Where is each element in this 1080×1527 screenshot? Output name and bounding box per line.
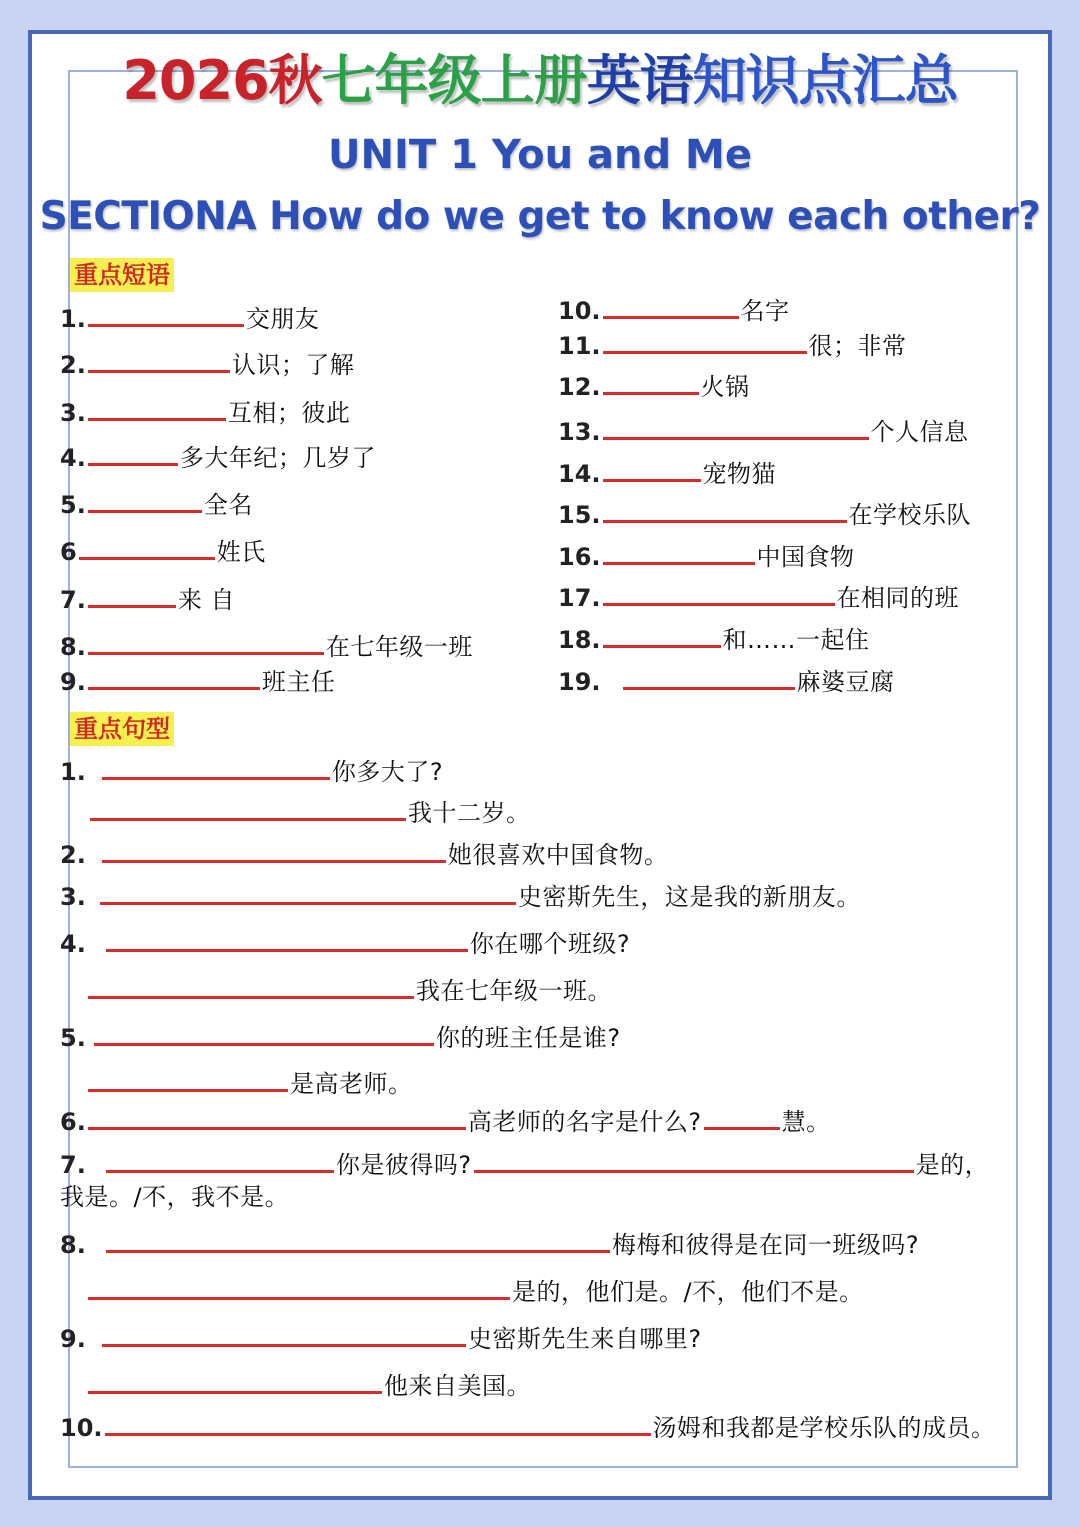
sentence-meaning: 你多大了? (331, 758, 444, 786)
sentence-row (60, 927, 630, 957)
phrase-number: 19. (558, 668, 601, 696)
phrase-number: 12. (558, 373, 601, 401)
sentence-row (60, 1105, 831, 1135)
answer-blank[interactable] (603, 581, 835, 606)
sentence-meaning: 高老师的名字是什么? (467, 1108, 702, 1136)
phrase-row (60, 665, 335, 695)
answer-blank[interactable] (704, 1105, 780, 1130)
answer-blank[interactable] (88, 665, 260, 690)
phrase-row (558, 329, 907, 359)
answer-blank[interactable] (102, 755, 330, 780)
phrase-number: 9. (60, 668, 86, 696)
answer-blank[interactable] (106, 1228, 610, 1253)
answer-blank[interactable] (603, 540, 755, 565)
sentence-meaning: 你在哪个班级? (469, 930, 631, 958)
phrase-meaning: 交朋友 (245, 305, 320, 333)
phrase-number: 8. (60, 633, 86, 661)
answer-blank[interactable] (79, 535, 215, 560)
sentence-meaning: 梅梅和彼得是在同一班级吗? (611, 1231, 920, 1259)
phrases-tag: 重点短语 (70, 258, 174, 292)
sentence-meaning: 我在七年级一班。 (416, 977, 612, 1005)
answer-blank[interactable] (94, 1021, 434, 1046)
title-year: 2026秋 (122, 49, 322, 112)
sentence-meaning: 你是彼得吗? (335, 1151, 472, 1179)
answer-blank[interactable] (88, 1275, 510, 1300)
sentence-meaning: 他来自美国。 (384, 1372, 531, 1400)
sentence-number: 7. (60, 1151, 86, 1179)
answer-blank[interactable] (88, 1067, 288, 1092)
phrase-meaning: 姓氏 (216, 538, 266, 566)
sentence-row (86, 1369, 531, 1399)
answer-blank[interactable] (603, 415, 869, 440)
answer-blank[interactable] (474, 1148, 914, 1173)
sentence-row (60, 1182, 289, 1212)
phrase-meaning: 互相；彼此 (227, 399, 351, 427)
sentence-meaning: 汤姆和我都是学校乐队的成员。 (652, 1414, 996, 1442)
sentence-meaning: 是高老师。 (290, 1070, 413, 1098)
phrase-row (60, 630, 473, 660)
sentence-meaning: 我十二岁。 (408, 799, 531, 827)
phrase-row (558, 540, 855, 570)
phrase-row (60, 348, 354, 378)
sentence-meaning: 你的班主任是谁? (435, 1024, 621, 1052)
phrase-number: 10. (558, 297, 601, 325)
sentence-meaning: 是的，他们是。/不，他们不是。 (512, 1278, 864, 1306)
phrase-number: 11. (558, 332, 601, 360)
answer-blank[interactable] (105, 1411, 651, 1436)
phrase-meaning: 中国食物 (756, 543, 855, 571)
phrase-meaning: 和……一起住 (722, 626, 870, 654)
answer-blank[interactable] (88, 630, 324, 655)
phrase-meaning: 很；非常 (808, 332, 907, 360)
sentence-meaning: 她很喜欢中国食物。 (447, 841, 669, 869)
sentence-row (60, 1021, 621, 1051)
sentence-number: 1. (60, 758, 86, 786)
sentence-row (60, 755, 443, 785)
sentence-number: 5. (60, 1024, 86, 1052)
phrase-row (558, 294, 790, 324)
phrase-number: 2. (60, 351, 86, 379)
phrase-row (558, 623, 870, 653)
phrase-number: 5. (60, 491, 86, 519)
sentence-row (60, 838, 668, 868)
phrase-meaning: 在七年级一班 (325, 633, 473, 661)
phrase-row (558, 581, 959, 611)
sentence-row (88, 796, 531, 826)
title-grade: 七年级上册 (321, 49, 587, 112)
phrase-meaning: 个人信息 (870, 418, 969, 446)
phrase-number: 16. (558, 543, 601, 571)
answer-blank[interactable] (100, 880, 516, 905)
sentence-row (60, 1411, 996, 1441)
answer-blank[interactable] (106, 927, 468, 952)
sentence-number: 2. (60, 841, 86, 869)
phrase-meaning: 全名 (203, 491, 253, 519)
answer-blank[interactable] (88, 583, 176, 608)
sentence-number: 8. (60, 1231, 86, 1259)
phrase-row (60, 535, 266, 565)
sentence-row (86, 1067, 413, 1097)
phrase-number: 4. (60, 444, 86, 472)
phrase-meaning: 名字 (740, 297, 790, 325)
sentences-tag: 重点句型 (70, 712, 174, 746)
sentence-meaning: 史密斯先生，这是我的新朋友。 (517, 883, 861, 911)
answer-blank[interactable] (88, 348, 230, 373)
page-title (0, 46, 1080, 116)
answer-blank[interactable] (603, 457, 701, 482)
sentence-meaning-2: 慧。 (781, 1108, 831, 1136)
sentence-number: 9. (60, 1325, 86, 1353)
phrase-meaning: 认识；了解 (231, 351, 355, 379)
phrase-number: 1. (60, 305, 86, 333)
answer-blank[interactable] (603, 498, 847, 523)
answer-blank[interactable] (603, 329, 807, 354)
sentence-meaning: 我是。/不，我不是。 (60, 1183, 290, 1211)
answer-blank[interactable] (88, 302, 244, 327)
answer-blank[interactable] (88, 974, 414, 999)
phrase-meaning: 在学校乐队 (848, 501, 972, 529)
phrase-meaning: 宠物猫 (702, 460, 777, 488)
phrase-number: 15. (558, 501, 601, 529)
phrase-meaning: 来 自 (177, 586, 235, 614)
phrase-meaning: 火锅 (700, 373, 750, 401)
phrase-row (60, 583, 235, 613)
phrase-number: 6 (60, 538, 77, 566)
phrase-row (558, 457, 776, 487)
phrase-row (60, 441, 376, 471)
phrase-meaning: 麻婆豆腐 (796, 668, 895, 696)
answer-blank[interactable] (603, 623, 721, 648)
section-title: SECTIONA How do we get to know each other? (39, 194, 1041, 239)
phrase-number: 17. (558, 584, 601, 612)
answer-blank[interactable] (88, 441, 178, 466)
answer-blank[interactable] (88, 1105, 466, 1130)
unit-title: UNIT 1 You and Me (328, 132, 752, 178)
answer-blank[interactable] (88, 396, 226, 421)
phrase-number: 14. (558, 460, 601, 488)
phrase-number: 13. (558, 418, 601, 446)
sentence-number: 6. (60, 1108, 86, 1136)
phrase-row (60, 488, 253, 518)
sentence-number: 3. (60, 883, 86, 911)
answer-blank[interactable] (623, 665, 795, 690)
phrase-row (558, 415, 969, 445)
phrase-number: 7. (60, 586, 86, 614)
phrase-meaning: 班主任 (261, 668, 336, 696)
phrase-row (558, 665, 895, 695)
title-summary: 知识点汇总 (692, 49, 958, 112)
sentence-row (60, 1228, 919, 1258)
answer-blank[interactable] (603, 370, 699, 395)
sentence-number: 4. (60, 930, 86, 958)
sentence-row (60, 1148, 989, 1178)
phrase-meaning: 在相同的班 (836, 584, 960, 612)
answer-blank[interactable] (603, 294, 739, 319)
answer-blank[interactable] (88, 488, 202, 513)
sentence-row (86, 974, 612, 1004)
sentence-row (60, 1322, 702, 1352)
answer-blank[interactable] (106, 1148, 334, 1173)
phrase-row (558, 498, 971, 528)
sentence-meaning-2: 是的， (915, 1151, 990, 1179)
sentence-number: 10. (60, 1414, 103, 1442)
title-subject: 英语 (586, 49, 693, 112)
sentence-row (60, 880, 861, 910)
answer-blank[interactable] (90, 796, 406, 821)
sentence-row (86, 1275, 864, 1305)
sentence-meaning: 史密斯先生来自哪里? (467, 1325, 702, 1353)
phrase-number: 3. (60, 399, 86, 427)
phrase-row (60, 396, 350, 426)
phrase-row (558, 370, 750, 400)
phrase-number: 18. (558, 626, 601, 654)
answer-blank[interactable] (102, 838, 446, 863)
phrase-row (60, 302, 319, 332)
phrase-meaning: 多大年纪；几岁了 (179, 444, 376, 472)
answer-blank[interactable] (88, 1369, 382, 1394)
answer-blank[interactable] (102, 1322, 466, 1347)
